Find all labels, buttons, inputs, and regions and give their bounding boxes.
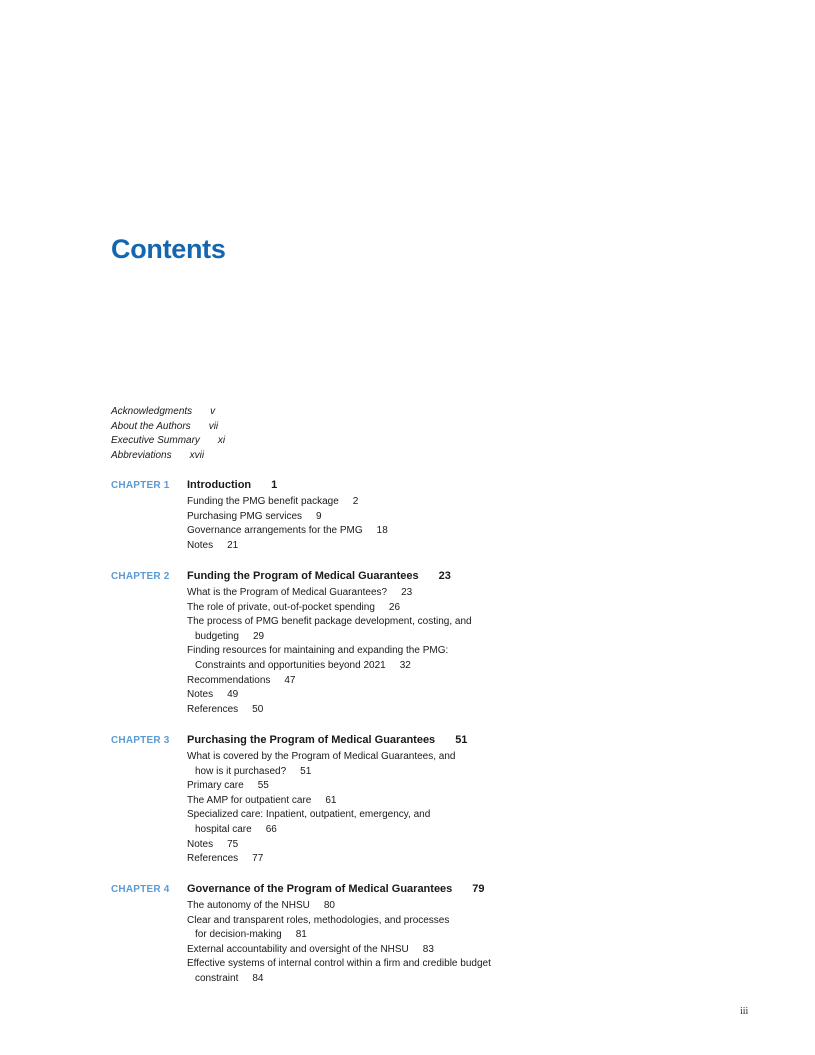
toc-entry[interactable] — [187, 914, 711, 943]
chapter-label: CHAPTER 4 — [111, 884, 170, 895]
toc-entry[interactable] — [187, 852, 711, 867]
chapter-heading[interactable] — [111, 566, 711, 584]
entry-page: 61 — [325, 794, 337, 806]
entry-label: for decision-making — [195, 929, 282, 941]
entry-page: v — [210, 406, 216, 417]
entry-label: Notes — [187, 689, 214, 701]
entry-page: 29 — [252, 630, 265, 642]
entry-label: Acknowledgments — [111, 406, 193, 417]
chapter-4 — [111, 879, 711, 987]
section-list — [187, 586, 711, 717]
entry-label: About the Authors — [111, 420, 191, 432]
entry-page: 51 — [300, 765, 312, 777]
toc-entry[interactable] — [187, 688, 711, 703]
entry-label: Funding the PMG benefit package — [187, 496, 339, 507]
chapter-1 — [111, 475, 711, 553]
chapter-page: 1 — [271, 479, 278, 491]
entry-label: What is the Program of Medical Guarantees? — [187, 587, 388, 598]
chapter-heading[interactable] — [111, 730, 711, 748]
toc-entry[interactable] — [187, 703, 711, 718]
chapter-title: Purchasing the Program of Medical Guarantees — [187, 734, 436, 746]
entry-label: Governance arrangements for the PMG — [187, 525, 363, 537]
toc-entry[interactable] — [187, 495, 711, 510]
entry-label: The autonomy of the NHSU — [187, 900, 310, 911]
entry-page: 9 — [316, 510, 322, 522]
entry-label: What is covered by the Program of Medical Guarantees, and — [187, 751, 456, 762]
entry-label: Recommendations — [187, 674, 271, 686]
entry-page: 32 — [399, 659, 411, 671]
section-list — [187, 899, 711, 987]
entry-label: Purchasing PMG services — [187, 510, 303, 522]
entry-label: The role of private, out-of-pocket spending — [187, 601, 375, 613]
entry-page: 21 — [227, 539, 239, 551]
toc-entry-abbreviations[interactable] — [111, 449, 225, 464]
chapter-label: CHAPTER 3 — [111, 735, 170, 746]
chapter-3 — [111, 730, 711, 867]
entry-label: Clear and transparent roles, methodologies, and processes — [187, 914, 450, 926]
entry-page: xvii — [189, 449, 205, 461]
section-list — [187, 495, 711, 553]
chapter-title: Introduction — [187, 479, 252, 491]
entry-label: The AMP for outpatient care — [187, 794, 312, 806]
toc-entry[interactable] — [187, 779, 711, 794]
toc-entry-about-authors[interactable] — [111, 420, 225, 435]
toc-entry[interactable] — [187, 510, 711, 525]
toc-entry[interactable] — [187, 794, 711, 809]
entry-label: hospital care — [195, 823, 252, 835]
chapter-page: 79 — [472, 883, 485, 895]
entry-page: xi — [217, 435, 226, 447]
entry-label: Specialized care: Inpatient, outpatient, emergency, and — [187, 809, 431, 821]
entry-page: 2 — [352, 496, 359, 507]
entry-page: 47 — [284, 674, 296, 686]
toc-entry[interactable] — [187, 838, 711, 853]
toc-entry[interactable] — [187, 539, 711, 554]
page-number: iii — [740, 1006, 749, 1017]
entry-label: Notes — [187, 838, 214, 850]
toc-entry[interactable] — [187, 808, 711, 837]
entry-label: References — [187, 853, 239, 865]
toc-entry[interactable] — [187, 899, 711, 914]
toc-entry[interactable] — [187, 943, 711, 958]
entry-label: budgeting — [195, 630, 239, 642]
toc-entry[interactable] — [187, 644, 711, 673]
toc-entry[interactable] — [187, 615, 711, 644]
chapter-label: CHAPTER 1 — [111, 480, 170, 491]
entry-label: References — [187, 703, 239, 715]
chapter-title: Governance of the Program of Medical Guarantees — [187, 883, 453, 895]
entry-page: 80 — [323, 900, 335, 911]
chapter-page: 51 — [455, 734, 468, 746]
chapter-heading[interactable] — [111, 475, 711, 493]
entry-page: 84 — [252, 972, 264, 984]
toc-entry[interactable] — [187, 957, 711, 986]
toc-entry[interactable] — [187, 750, 711, 779]
page-title: Contents — [111, 234, 226, 264]
entry-label: constraint — [195, 972, 239, 984]
toc-entry-executive-summary[interactable] — [111, 434, 225, 449]
toc-entry[interactable] — [187, 586, 711, 601]
entry-label: how is it purchased? — [195, 765, 287, 777]
entry-page: 26 — [388, 601, 401, 613]
entry-page: 66 — [265, 823, 277, 835]
chapter-page: 23 — [438, 570, 451, 582]
chapter-heading[interactable] — [111, 879, 711, 897]
section-list — [187, 750, 711, 867]
entry-page: 23 — [401, 587, 413, 598]
entry-page: 50 — [252, 703, 264, 715]
toc-entry[interactable] — [187, 674, 711, 689]
entry-page: 49 — [227, 689, 239, 701]
chapter-label: CHAPTER 2 — [111, 571, 170, 582]
chapter-title: Funding the Program of Medical Guarantees — [187, 570, 419, 582]
entry-label: External accountability and oversight of the NHSU — [187, 943, 409, 955]
entry-page: 75 — [227, 838, 239, 850]
entry-label: The process of PMG benefit package development, costing, and — [187, 616, 472, 628]
entry-label: Abbreviations — [111, 449, 172, 461]
entry-page: 83 — [422, 943, 434, 955]
entry-page: 55 — [257, 780, 269, 792]
entry-label: Constraints and opportunities beyond 2021 — [195, 659, 386, 671]
entry-page: 81 — [295, 929, 307, 941]
entry-label: Finding resources for maintaining and expanding the PMG: — [187, 645, 449, 657]
entry-label: Primary care — [187, 780, 244, 792]
entry-page: 18 — [376, 525, 388, 537]
entry-label: Effective systems of internal control within a firm and credible budget — [187, 958, 491, 970]
entry-page: 77 — [252, 853, 264, 865]
front-matter-list — [111, 405, 225, 463]
entry-page: vii — [208, 420, 219, 432]
toc-entry-acknowledgments[interactable] — [111, 405, 225, 420]
entry-label: Executive Summary — [111, 435, 200, 447]
entry-label: Notes — [187, 539, 214, 551]
toc-entry[interactable] — [187, 524, 711, 539]
chapter-2 — [111, 566, 711, 717]
toc-entry[interactable] — [187, 601, 711, 616]
